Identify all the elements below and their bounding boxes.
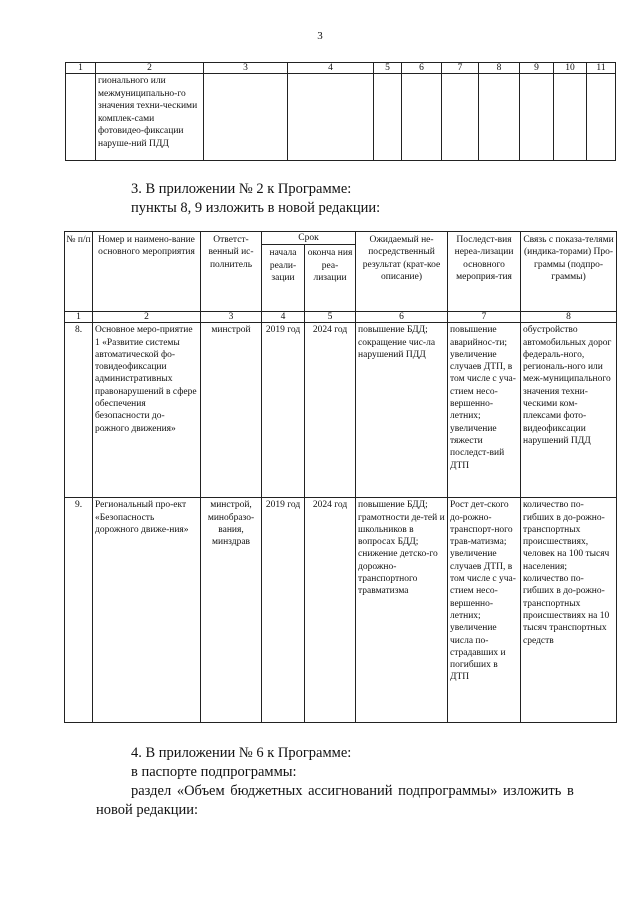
table-row [65, 498, 617, 723]
header-name: Номер и наимено-вание основного мероприятия [93, 232, 201, 312]
col-number: 9 [520, 63, 554, 74]
table-column-numbers [66, 63, 616, 74]
col-number: 5 [305, 312, 356, 323]
row-consequences: повышение аварийнос-ти; увеличение случаев ДТП, в том числе с уча-стием несо-вершенно-летних; увеличение тяжести последст-вий ДТП [448, 323, 521, 498]
header-result: Ожидаемый не-посредственный результат (крат-кое описание) [356, 232, 448, 312]
section-4-instruction: раздел «Объем бюджетных ассигнований подпрограммы» изложить в [131, 783, 574, 799]
header-link: Связь с показа-телями (индика-торами) Про-граммы (подпро-граммы) [521, 232, 617, 312]
continuation-table [65, 62, 616, 161]
row-num: 9. [65, 498, 93, 723]
col-number: 3 [201, 312, 262, 323]
col-number: 1 [65, 312, 93, 323]
row-end: 2024 год [305, 323, 356, 498]
col-number: 11 [587, 63, 616, 74]
col-number: 1 [66, 63, 96, 74]
table-row [66, 74, 616, 161]
header-num: № п/п [65, 232, 93, 312]
table-cell: гионального или межмуниципально-го значения техни-ческими комплек-сами фотовидео-фиксации наруше-ний ПДД [96, 74, 204, 161]
row-start: 2019 год [262, 323, 305, 498]
col-number: 7 [448, 312, 521, 323]
row-link: количество по-гибших в до-рожно-транспортных происшествиях, человек на 100 тысяч населения; количество по-гибших в до-рожно-транспортных происшествиях на 10 тысяч транспортных средств [521, 498, 617, 723]
row-result: повышение БДД; грамотности де-тей и школьников в вопросах БДД; снижение детско-го дорожно-транспортного травматизма [356, 498, 448, 723]
page-number: 3 [317, 30, 323, 42]
header-start: начала реали-зации [262, 245, 305, 312]
row-num: 8. [65, 323, 93, 498]
section-3-instruction: пункты 8, 9 изложить в новой редакции: [131, 200, 381, 216]
row-consequences: Рост дет-ского до-рожно-транспорт-ного трав-матизма; увеличение случаев ДТП, в том числе с уча-стием несо-вершенно-летних; увеличение числа по-страдавших и погибших в ДТП [448, 498, 521, 723]
row-link: обустройство автомобильных дорог федераль-ного, региональ-ного или меж-муниципального значения техни-ческими ком-плексами фото-видеофиксации нарушений ПДД [521, 323, 617, 498]
header-end: оконча ния реа-лизации [305, 245, 356, 312]
row-name: Основное меро-приятие 1 «Развитие системы автоматической фо-товидеофиксации административных правонарушений в сфере обеспечения безопасности до-рожного движения» [93, 323, 201, 498]
header-term: Срок [262, 232, 356, 245]
table-column-numbers [65, 312, 617, 323]
header-consequences: Последст-вия нереа-лизации основного мероприя-тия [448, 232, 521, 312]
col-number: 8 [479, 63, 520, 74]
col-number: 4 [288, 63, 374, 74]
col-number: 8 [521, 312, 617, 323]
col-number: 3 [204, 63, 288, 74]
row-end: 2024 год [305, 498, 356, 723]
row-start: 2019 год [262, 498, 305, 723]
section-3-heading: 3. В приложении № 2 к Программе: [131, 181, 352, 197]
row-name: Региональный про-ект «Безопасность дорожного движе-ния» [93, 498, 201, 723]
row-result: повышение БДД; сокращение чис-ла нарушений ПДД [356, 323, 448, 498]
header-executor: Ответст-венный ис-полнитель [201, 232, 262, 312]
col-number: 2 [93, 312, 201, 323]
section-4-heading: 4. В приложении № 6 к Программе: [131, 745, 352, 761]
row-executor: минстрой [201, 323, 262, 498]
table-row [65, 323, 617, 498]
section-4-subheading: в паспорте подпрограммы: [131, 764, 297, 780]
col-number: 7 [442, 63, 479, 74]
col-number: 10 [554, 63, 587, 74]
row-executor: минстрой, минобразо-вания, минздрав [201, 498, 262, 723]
col-number: 2 [96, 63, 204, 74]
col-number: 5 [374, 63, 402, 74]
col-number: 6 [356, 312, 448, 323]
table-header-row [65, 232, 617, 245]
col-number: 4 [262, 312, 305, 323]
col-number: 6 [402, 63, 442, 74]
section-4-instruction-cont: новой редакции: [96, 802, 199, 818]
program-activities-table [64, 231, 617, 723]
